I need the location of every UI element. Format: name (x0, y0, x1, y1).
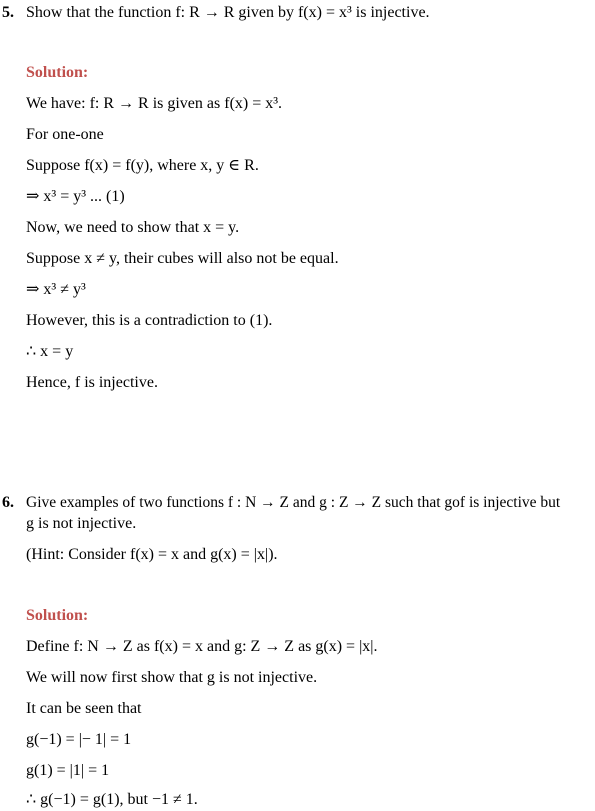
solution-line: ⇒ x³ = y³ ... (1) (26, 188, 125, 205)
hint-text: (Hint: Consider f(x) = x and g(x) = |x|). (26, 546, 278, 563)
solution-label: Solution: (26, 607, 89, 624)
question-number: 6. (2, 494, 14, 511)
solution-line: However, this is a contradiction to (1). (26, 312, 273, 329)
solution-line: g(−1) = |− 1| = 1 (26, 731, 132, 748)
question-text: Give examples of two functions f : N → Z and g : Z → Z such that gof is injective but (26, 494, 561, 511)
solution-line: ∴ g(−1) = g(1), but −1 ≠ 1. (26, 791, 198, 808)
solution-line: We will now first show that g is not injective. (26, 669, 318, 686)
solution-line: Now, we need to show that x = y. (26, 219, 240, 236)
solution-line: For one-one (26, 126, 104, 143)
question-number: 5. (2, 4, 14, 21)
solution-line: g(1) = |1| = 1 (26, 762, 110, 779)
solution-line: It can be seen that (26, 700, 142, 717)
solution-line: ∴ x = y (26, 343, 74, 360)
solution-line: ⇒ x³ ≠ y³ (26, 281, 86, 298)
solution-line: We have: f: R → R is given as f(x) = x³. (26, 95, 283, 112)
solution-line: Suppose f(x) = f(y), where x, y ∈ R. (26, 157, 259, 174)
solution-line: Define f: N → Z as f(x) = x and g: Z → Z as g(x) = |x|. (26, 638, 378, 655)
question-text: g is not injective. (26, 515, 137, 532)
solution-line: Hence, f is injective. (26, 374, 158, 391)
solution-line: Suppose x ≠ y, their cubes will also not be equal. (26, 250, 339, 267)
solution-label: Solution: (26, 64, 89, 81)
question-text: Show that the function f: R → R given by f(x) = x³ is injective. (26, 4, 430, 21)
